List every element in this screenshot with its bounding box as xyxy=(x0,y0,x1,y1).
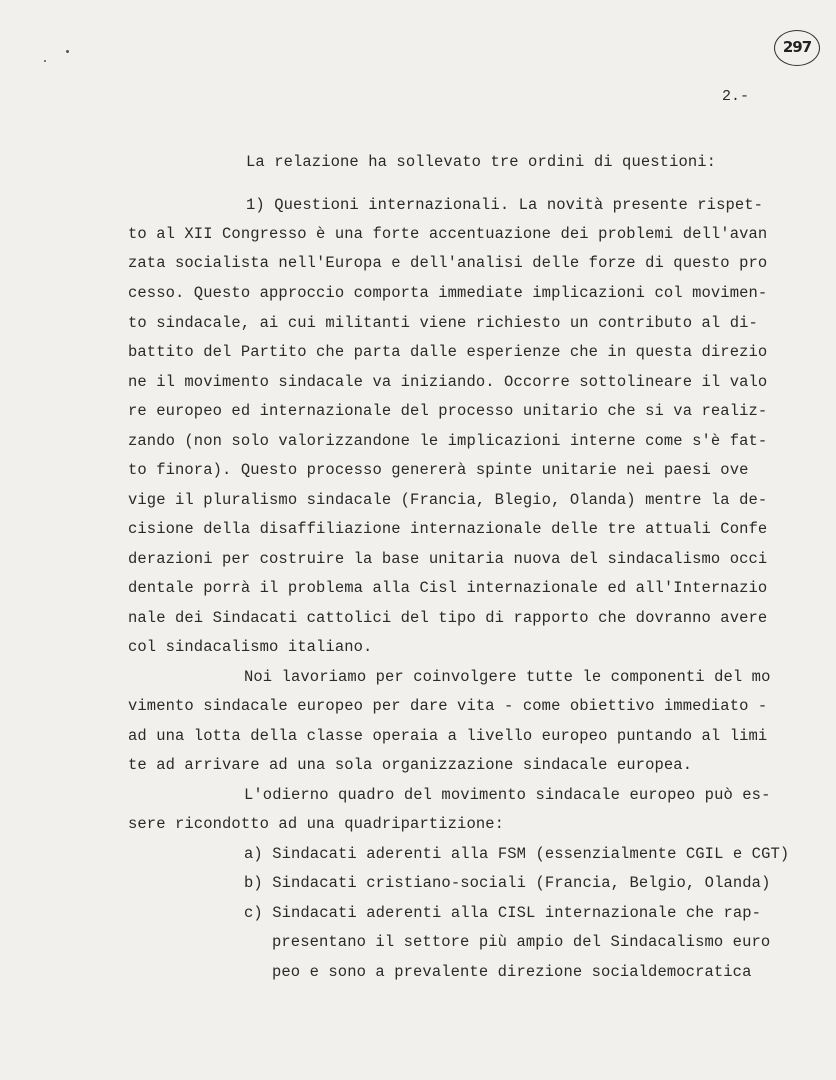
text-line: zata socialista nell'Europa e dell'analisi delle forze di questo pro xyxy=(128,254,768,272)
text-line: derazioni per costruire la base unitaria nuova del sindacalismo occi xyxy=(128,550,768,568)
text-line: re europeo ed internazionale del processo unitario che si va realiz- xyxy=(128,402,768,420)
text-line: te ad arrivare ad una sola organizzazione sindacale europea. xyxy=(128,756,693,774)
text-line: ne il movimento sindacale va iniziando. Occorre sottolineare il valo xyxy=(128,373,768,391)
text-line: ad una lotta della classe operaia a livello europeo puntando al limi xyxy=(128,727,768,745)
text-line: vimento sindacale europeo per dare vita - come obiettivo immediato - xyxy=(128,697,768,715)
text-line: battito del Partito che parta dalle esperienze che in questa direzio xyxy=(128,343,768,361)
text-line: to al XII Congresso è una forte accentuazione dei problemi dell'avan xyxy=(128,225,768,243)
text-line: presentano il settore più ampio del Sindacalismo euro xyxy=(272,933,771,951)
list-item-c: c) Sindacati aderenti alla CISL internazionale che rap- xyxy=(244,904,762,922)
text-line: La relazione ha sollevato tre ordini di questioni: xyxy=(246,153,717,171)
text-line: L'odierno quadro del movimento sindacale europeo può es- xyxy=(244,786,771,804)
text-line: 1) Questioni internazionali. La novità presente rispet- xyxy=(246,196,764,214)
text-line: sere ricondotto ad una quadripartizione: xyxy=(128,815,505,833)
page-number: 2.- xyxy=(722,88,750,105)
text-line: col sindacalismo italiano. xyxy=(128,638,373,656)
text-line: vige il pluralismo sindacale (Francia, Blegio, Olanda) mentre la de- xyxy=(128,491,768,509)
text-line: to finora). Questo processo genererà spinte unitarie nei paesi ove xyxy=(128,461,749,479)
text-line: peo e sono a prevalente direzione socialdemocratica xyxy=(272,963,752,981)
ink-speck xyxy=(44,60,46,62)
list-item-b: b) Sindacati cristiano-sociali (Francia, Belgio, Olanda) xyxy=(244,874,771,892)
list-item-a: a) Sindacati aderenti alla FSM (essenzialmente CGIL e CGT) xyxy=(244,845,790,863)
text-line: dentale porrà il problema alla Cisl internazionale ed all'Internazio xyxy=(128,579,768,597)
text-line: Noi lavoriamo per coinvolgere tutte le componenti del mo xyxy=(244,668,771,686)
archive-stamp-number: 297 xyxy=(774,30,820,66)
text-line: cesso. Questo approccio comporta immediate implicazioni col movimen- xyxy=(128,284,768,302)
text-line: to sindacale, ai cui militanti viene richiesto un contributo al di- xyxy=(128,314,758,332)
text-line: nale dei Sindacati cattolici del tipo di rapporto che dovranno avere xyxy=(128,609,768,627)
text-line: cisione della disaffiliazione internazionale delle tre attuali Confe xyxy=(128,520,768,538)
text-line: zando (non solo valorizzandone le implicazioni interne come s'è fat- xyxy=(128,432,768,450)
ink-speck xyxy=(66,50,69,53)
